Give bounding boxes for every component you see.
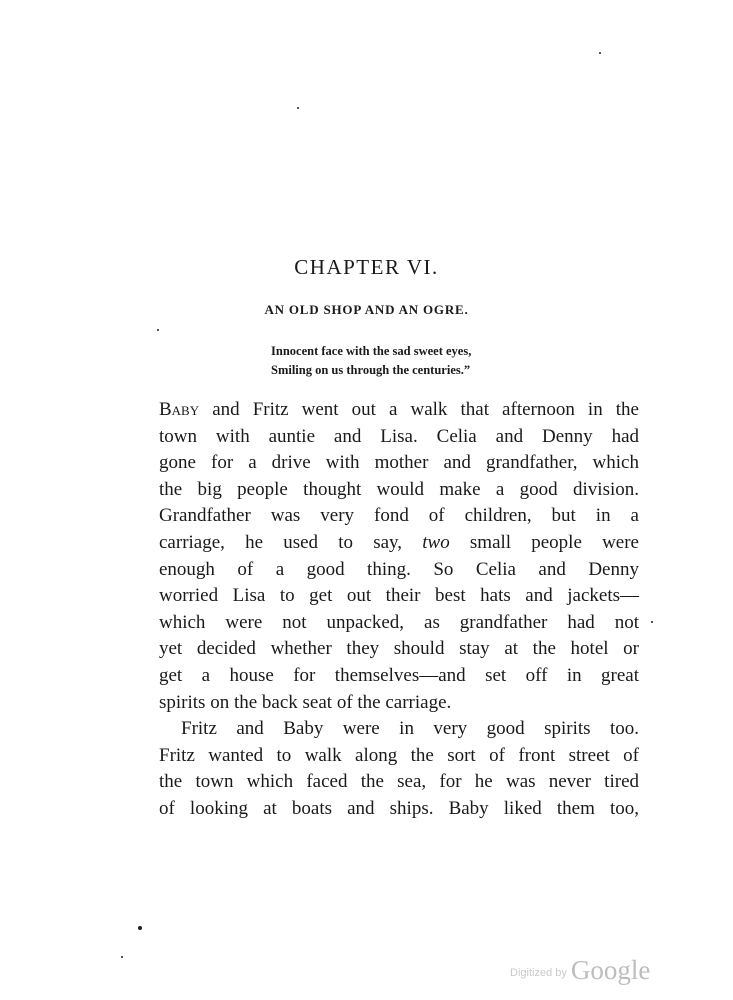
scan-speck xyxy=(297,107,299,109)
scan-speck xyxy=(121,956,123,958)
text-line: the big people thought would make a good division. xyxy=(159,478,639,500)
chapter-subtitle: AN OLD SHOP AND AN OGRE. xyxy=(264,302,469,317)
google-logo: Google xyxy=(570,955,651,985)
text-line: Fritz and Baby were in very good spirits too. xyxy=(181,718,639,740)
text-line: the town which faced the sea, for he was never tired xyxy=(159,771,639,793)
text-line: which were not unpacked, as grandfather had not xyxy=(159,611,639,633)
body-text xyxy=(159,397,639,823)
line-text: and Fritz went out a walk that afternoon in the xyxy=(199,399,639,420)
digitized-watermark xyxy=(510,955,650,986)
text-line xyxy=(159,530,639,557)
text-line: town with auntie and Lisa. Celia and Denny had xyxy=(159,425,639,447)
small-caps-word: Baby xyxy=(159,399,200,420)
text-line: Fritz wanted to walk along the sort of front street of xyxy=(159,744,639,766)
text-line: enough of a good thing. So Celia and Denny xyxy=(159,558,639,580)
scan-speck xyxy=(651,621,653,623)
epigraph-line: Smiling on us through the centuries.” xyxy=(271,363,471,377)
epigraph-line: Innocent face with the sad sweet eyes, xyxy=(271,344,472,358)
italic-word: two xyxy=(422,531,450,553)
line-text: carriage, he used to say, xyxy=(159,531,423,553)
text-line: worried Lisa to get out their best hats and jackets— xyxy=(159,585,639,607)
watermark-prefix: Digitized by xyxy=(510,967,567,979)
text-line: gone for a drive with mother and grandfather, which xyxy=(159,452,639,474)
epigraph xyxy=(271,342,591,380)
text-line: get a house for themselves—and set off in great xyxy=(159,664,639,686)
text-line: yet decided whether they should stay at the hotel or xyxy=(159,638,639,660)
text-line xyxy=(159,397,639,424)
line-text: small people were xyxy=(449,531,639,553)
scan-speck xyxy=(599,52,601,54)
scan-speck xyxy=(138,926,142,930)
text-line: of looking at boats and ships. Baby liked them too, xyxy=(159,797,639,819)
text-line: Grandfather was very fond of children, but in a xyxy=(159,505,639,527)
text-line: spirits on the back seat of the carriage. xyxy=(159,691,452,713)
chapter-title: CHAPTER VI. xyxy=(294,255,439,279)
scan-speck xyxy=(157,329,159,331)
